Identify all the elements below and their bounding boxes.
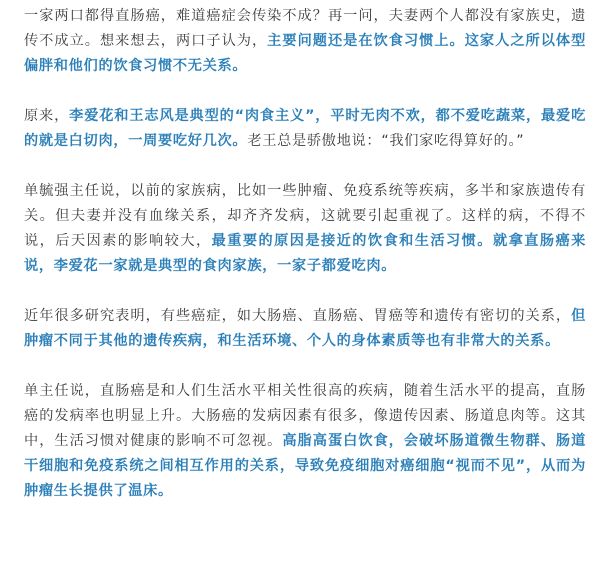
paragraph-5-emphasis: 高脂高蛋白饮食，会破坏肠道微生物群、肠道干细胞和免疫系统之间相互作用的关系，导致免疫细胞对癌细胞“视而不见”，从而为肿瘤生长提供了温床。: [24, 433, 586, 499]
paragraph-3-text: 单毓强主任说，以前的家族病，比如一些肿瘤、免疫系统等疾病，多半和家族遗传有关。但夫妻并没有血缘关系，却齐齐发病，这就要引起重视了。这样的病，不得不说，后天因素的影响较大，: [24, 183, 586, 249]
paragraph-4: [24, 304, 586, 354]
paragraph-3: [24, 179, 586, 279]
paragraph-2: [24, 104, 586, 154]
paragraph-2-emphasis: 李爱花和王志风是典型的“肉食主义”，平时无肉不欢，都不爱吃蔬菜，最爱吃的就是白切肉，一周要吃好几次。: [24, 108, 586, 149]
paragraph-5-text: 单主任说，直肠癌是和人们生活水平相关性很高的疾病，随着生活水平的提高，直肠癌的发病率也明显上升。大肠癌的发病因素有很多，像遗传因素、肠道息肉等。这其中，生活习惯对健康的影响不可忽视。: [24, 383, 586, 449]
paragraph-2-text: 原来，: [24, 108, 70, 124]
paragraph-3-emphasis: 最重要的原因是接近的饮食和生活习惯。就拿直肠癌来说，李爱花一家就是典型的食肉家族，一家子都爱吃肉。: [24, 233, 586, 274]
paragraph-4-text: 近年很多研究表明，有些癌症，如大肠癌、直肠癌、胃癌等和遗传有密切的关系，: [24, 308, 572, 324]
paragraph-2-quote: 老王总是骄傲地说：“我们家吃得算好的。”: [247, 133, 525, 149]
paragraph-4-emphasis: 但肿瘤不同于其他的遗传疾病，和生活环境、个人的身体素质等也有非常大的关系。: [24, 308, 586, 349]
paragraph-1: [24, 4, 586, 79]
paragraph-1-text: 一家两口都得直肠癌，难道癌症会传染不成？再一问，夫妻两个人都没有家族史，遗传不成立。想来想去，两口子认为，: [24, 8, 586, 49]
paragraph-1-emphasis: 主要问题还是在饮食习惯上。这家人之所以体型偏胖和他们的饮食习惯不无关系。: [24, 33, 587, 74]
paragraph-5: [24, 379, 586, 504]
